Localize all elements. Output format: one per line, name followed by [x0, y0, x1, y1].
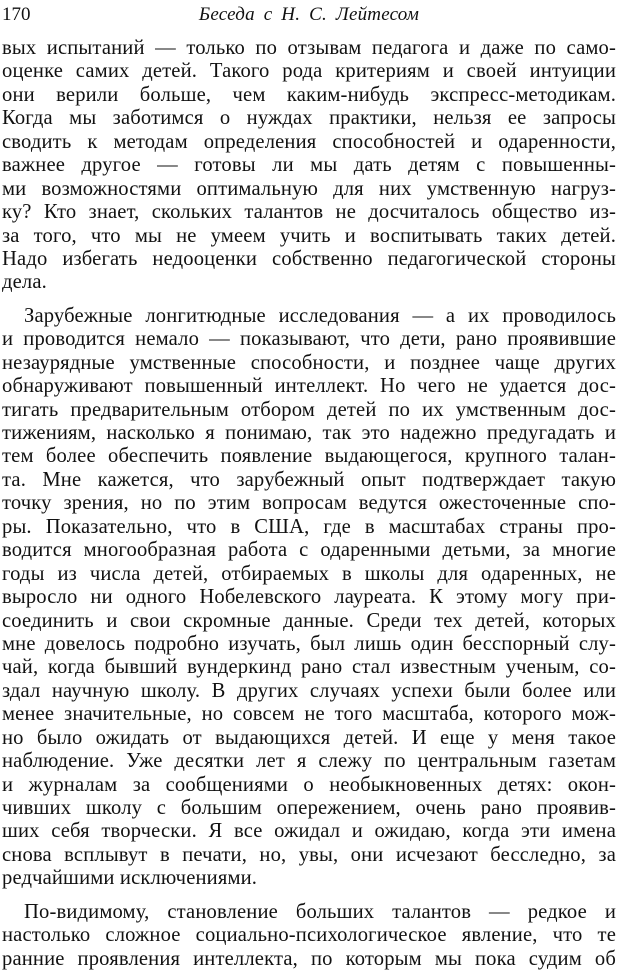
- text-line: точку зрения, но по этим вопросам ведутся ожесточенные спо-: [2, 492, 616, 515]
- text-line: редчайшими исключениями.: [2, 867, 258, 890]
- text-line: та. Мне кажется, что зарубежный опыт подтверждает такую: [2, 468, 616, 491]
- text-line: выросло ни одного Нобелевского лауреата. К этому могу при-: [2, 586, 616, 609]
- text-line: но было ожидать от выдающихся детей. И еще у меня такое: [2, 726, 616, 749]
- text-line: тем более обеспечить появление выдающегося, крупного талан-: [2, 445, 616, 468]
- text-line: тижениям, насколько я понимаю, так это надежно предугадать и: [2, 422, 616, 444]
- text-line: за того, что мы не умеем учить и воспитывать таких детей.: [2, 224, 616, 247]
- text-line: соединить и свои скромные данные. Среди тех детей, которых: [2, 609, 616, 632]
- page-header: [2, 2, 616, 28]
- text-line: ших себя творчески. Я все ожидал и ожидаю, когда эти имена: [2, 820, 616, 843]
- text-line: тигать предварительным отбором детей по их умственным дос-: [2, 398, 616, 421]
- text-line: ранние проявления интеллекта, по которым мы пока судим об: [2, 947, 616, 970]
- text-line: менее значительные, но совсем не того масштаба, которого мож-: [2, 703, 616, 726]
- page-number: 170: [2, 4, 31, 25]
- text-line: и проводится немало — показывают, что дети, рано проявившие: [2, 328, 616, 351]
- text-line: мне довелось подробно изучать, был лишь один бесспорный слу-: [2, 632, 616, 655]
- text-line: вых испытаний — только по отзывам педагога и даже по само-: [2, 37, 616, 59]
- paragraph-gap: [2, 295, 616, 305]
- paragraph: [2, 37, 616, 295]
- paragraph-gap: [2, 891, 616, 901]
- body-text: [2, 37, 616, 971]
- text-line: снова всплывут в печати, но, увы, они исчезают бесследно, за: [2, 843, 616, 866]
- text-line: настолько сложное социально-психологическое явление, что те: [2, 924, 616, 947]
- text-line: Когда мы заботимся о нуждах практики, нельзя ее запросы: [2, 107, 616, 130]
- paragraph: [2, 305, 616, 891]
- text-line: По-видимому, становление больших талантов — редкое и: [24, 900, 616, 923]
- text-line: Зарубежные лонгитюдные исследования — а их проводилось: [24, 304, 616, 327]
- text-line: чай, когда бывший вундеркинд рано стал известным ученым, со-: [2, 656, 616, 679]
- text-line: ры. Показательно, что в США, где в масштабах страны про-: [2, 515, 616, 538]
- text-line: здал научную школу. В других случаях успехи были более или: [2, 679, 616, 702]
- text-line: оценке самих детей. Такого рода критериям и своей интуиции: [2, 60, 616, 83]
- text-line: наблюдение. Уже десятки лет я слежу по центральным газетам: [2, 750, 616, 773]
- text-line: незаурядные умственные способности, и позднее чаще других: [2, 351, 616, 374]
- paragraph: [2, 901, 616, 971]
- text-line: ми возможностями оптимальную для них умственную нагруз-: [2, 177, 616, 200]
- text-line: ку? Кто знает, скольких талантов не досчиталось общество из-: [2, 201, 616, 224]
- text-line: они верили больше, чем каким-нибудь экспресс-методикам.: [2, 83, 616, 106]
- text-line: важнее другое — готовы ли мы дать детям с повышенны-: [2, 154, 616, 177]
- text-line: и журналам за сообщениями о необыкновенных детях: окон-: [2, 773, 616, 796]
- text-line: годы из числа детей, отбираемых в школы для одаренных, не: [2, 562, 616, 585]
- text-line: обнаруживают повышенный интеллект. Но чего не удается дос-: [2, 375, 616, 398]
- running-title: Беседа с Н. С. Лейтесом: [198, 4, 420, 25]
- text-line: дела.: [2, 271, 47, 294]
- text-line: чивших школу с большим опережением, очень рано проявив-: [2, 797, 616, 819]
- text-line: водится многообразная работа с одаренными детьми, за многие: [2, 539, 616, 562]
- text-line: сводить к методам определения способностей и одаренности,: [2, 130, 616, 153]
- text-line: Надо избегать недооценки собственно педагогической стороны: [2, 247, 616, 270]
